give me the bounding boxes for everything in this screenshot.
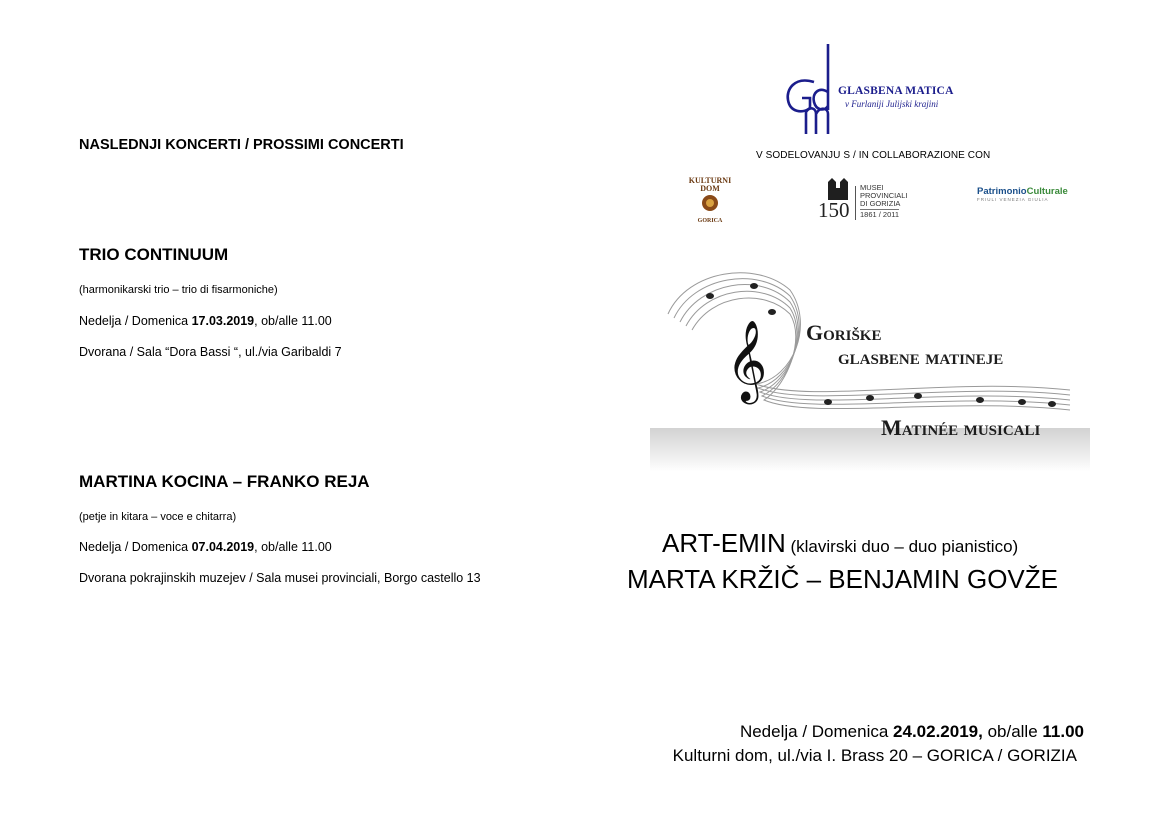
banner-line1: Goriške xyxy=(806,320,882,345)
concert-1-name: TRIO CONTINUUM xyxy=(79,245,229,264)
gm-monogram-icon xyxy=(784,42,834,134)
kulturni-dom-emblem-icon xyxy=(684,193,736,213)
kulturni-dom-line3: GORICA xyxy=(697,218,723,224)
kulturni-dom-logo xyxy=(684,177,736,223)
musei-line1: MUSEI xyxy=(860,183,884,192)
event-time: 11.00 xyxy=(1042,722,1084,741)
patrimonio-part2: Culturale xyxy=(1026,186,1068,197)
concert-1-date-suffix: , ob/alle 11.00 xyxy=(254,314,332,328)
banner-line2: glasbene matineje xyxy=(838,344,1004,369)
concert-1-date-line xyxy=(79,314,332,328)
musei-divider xyxy=(855,186,856,220)
performers-group-line xyxy=(662,528,1018,559)
banner-line3: Matinée musicali xyxy=(881,415,1041,440)
event-date-line xyxy=(740,722,1084,742)
music-staff-graphic xyxy=(650,272,1090,472)
concert-2-date-prefix: Nedelja / Domenica xyxy=(79,540,192,554)
glasbena-matica-logo xyxy=(784,42,834,134)
kulturni-dom-line1: KULTURNI xyxy=(688,176,732,185)
event-date-prefix: Nedelja / Domenica xyxy=(739,722,894,741)
matinee-banner xyxy=(650,272,1090,472)
gm-subtitle: v Furlaniji Julijski krajini xyxy=(845,99,939,109)
concert-2-date-suffix: , ob/alle 11.00 xyxy=(254,540,332,554)
concert-2-subtitle: (petje in kitara – voce e chitarra) xyxy=(79,511,237,523)
castle-icon xyxy=(826,178,850,200)
musei-line2: PROVINCIALI xyxy=(860,191,908,200)
musei-number: 150 xyxy=(818,198,850,222)
patrimonio-culturale-logo xyxy=(977,186,1068,202)
next-concerts-heading: NASLEDNJI KONCERTI / PROSSIMI CONCERTI xyxy=(79,137,404,153)
event-venue: Kulturni dom, ul./via I. Brass 20 – GORICA / GORIZIA xyxy=(672,746,1077,765)
performers-group-desc: (klavirski duo – duo pianistico) xyxy=(785,537,1019,556)
collaboration-label: V SODELOVANJU S / IN COLLABORAZIONE CON xyxy=(756,150,991,161)
patrimonio-part1: Patrimonio xyxy=(977,186,1027,197)
musei-provinciali-logo xyxy=(818,178,928,224)
musei-years: 1861 / 2011 xyxy=(860,210,900,219)
event-date-mid: ob/alle xyxy=(982,722,1043,741)
gm-title: GLASBENA MATICA xyxy=(838,85,954,97)
treble-clef-icon: 𝄞 xyxy=(726,319,768,401)
kulturni-dom-line2: DOM xyxy=(700,184,720,193)
concert-2-venue: Dvorana pokrajinskih muzejev / Sala musei provinciali, Borgo castello 13 xyxy=(79,571,481,585)
concert-1-date: 17.03.2019 xyxy=(191,314,255,328)
concert-2-date-line xyxy=(79,540,332,554)
musei-line3: DI GORIZIA xyxy=(860,199,901,208)
performers-group: ART-EMIN xyxy=(662,528,786,558)
concert-2-name: MARTINA KOCINA – FRANKO REJA xyxy=(79,472,370,491)
event-date: 24.02.2019, xyxy=(893,722,983,741)
concert-1-subtitle: (harmonikarski trio – trio di fisarmoniche) xyxy=(79,284,278,296)
performers-names: MARTA KRŽIČ – BENJAMIN GOVŽE xyxy=(627,564,1058,594)
patrimonio-sub: FRIULI VENEZIA GIULIA xyxy=(977,197,1049,202)
concert-1-date-prefix: Nedelja / Domenica xyxy=(79,314,192,328)
concert-2-date: 07.04.2019 xyxy=(191,540,255,554)
concert-1-venue: Dvorana / Sala “Dora Bassi “, ul./via Garibaldi 7 xyxy=(79,345,342,359)
